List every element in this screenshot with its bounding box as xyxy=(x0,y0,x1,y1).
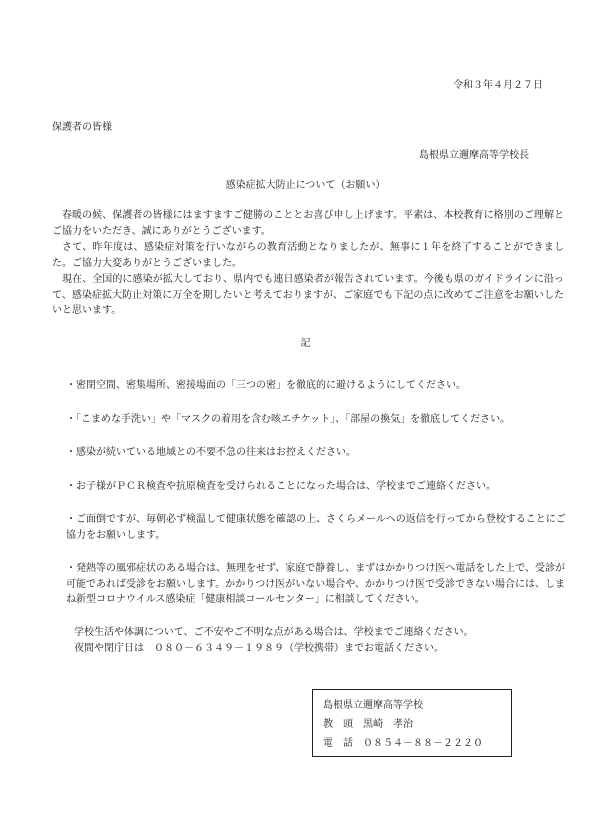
document-title: 感染症拡大防止について（お願い） xyxy=(225,180,386,191)
contact-phone: 電 話 ０８５４－８８－２２２０ xyxy=(323,738,483,749)
closing-line: 学校生活や体調について、ご不安やご不明な点がある場合は、学校までご連絡ください。 xyxy=(74,627,474,638)
paragraph-current: 現在、全国的に感染が拡大しており、県内でも連日感染者が報告されています。今後も県のガイドラインに沿って、感染症拡大防止対策に万全を期したいと考えておりますが、ご家庭でも下記の点に改めてご注意をお願いしたいと思います。 xyxy=(52,274,564,316)
document-date: 令和３年４月２７日 xyxy=(453,80,543,91)
list-item: ・「こまめな手洗い」や「マスクの着用を含む咳エチケット」、「部屋の換気」を徹底してください。 xyxy=(66,413,511,425)
closing-line: 夜間や閉庁日は ０８０－６３４９－１９８９（学校携帯）までお電話ください。 xyxy=(74,643,444,654)
list-item: ・ご面倒ですが、毎朝必ず検温して健康状態を確認の上、さくらメールへの返信を行ってから登校することにご協力をお願いします。 xyxy=(66,514,566,541)
addressee: 保護者の皆様 xyxy=(52,122,112,133)
bullet-list xyxy=(66,378,566,626)
closing-text xyxy=(74,625,554,657)
contact-school: 島根県立邇摩高等学校 xyxy=(323,700,423,711)
paragraph-greeting: 春暖の候、保護者の皆様にはますますご健勝のこととお喜び申し上げます。平素は、本校教育に格別のご理解とご協力をいただき、誠にありがとうございます。 xyxy=(52,210,564,237)
list-item: ・感染が続いている地域との不要不急の往来はお控えください。 xyxy=(66,447,356,458)
body-text xyxy=(52,208,564,320)
list-item: ・発熱等の風邪症状のある場合は、無理をせず、家庭で静養し、まずはかかりつけ医へ電話をした上で、受診が可能であれば受診をお願いします。かかりつけ医がいない場合や、かかりつけ医で受診できない場合には、しまね新型コロナウイルス感染症「健康相談コールセンター」に相談してください。 xyxy=(66,563,565,605)
ki-heading: 記 xyxy=(300,338,311,349)
contact-teacher: 教 頭 黒崎 孝治 xyxy=(323,719,413,730)
contact-box xyxy=(312,689,512,757)
list-item: ・お子様がＰＣＲ検査や抗原検査を受けられることになった場合は、学校までご連絡ください。 xyxy=(66,480,496,492)
list-item: ・密閉空間、密集場所、密接場面の「三つの密」を徹底的に避けるようにしてください。 xyxy=(66,380,466,391)
paragraph-last-year: さて、昨年度は、感染症対策を行いながらの教育活動となりましたが、無事に１年を終了することができました。ご協力大変ありがとうございました。 xyxy=(52,242,564,269)
sender: 島根県立邇摩高等学校長 xyxy=(419,150,529,161)
